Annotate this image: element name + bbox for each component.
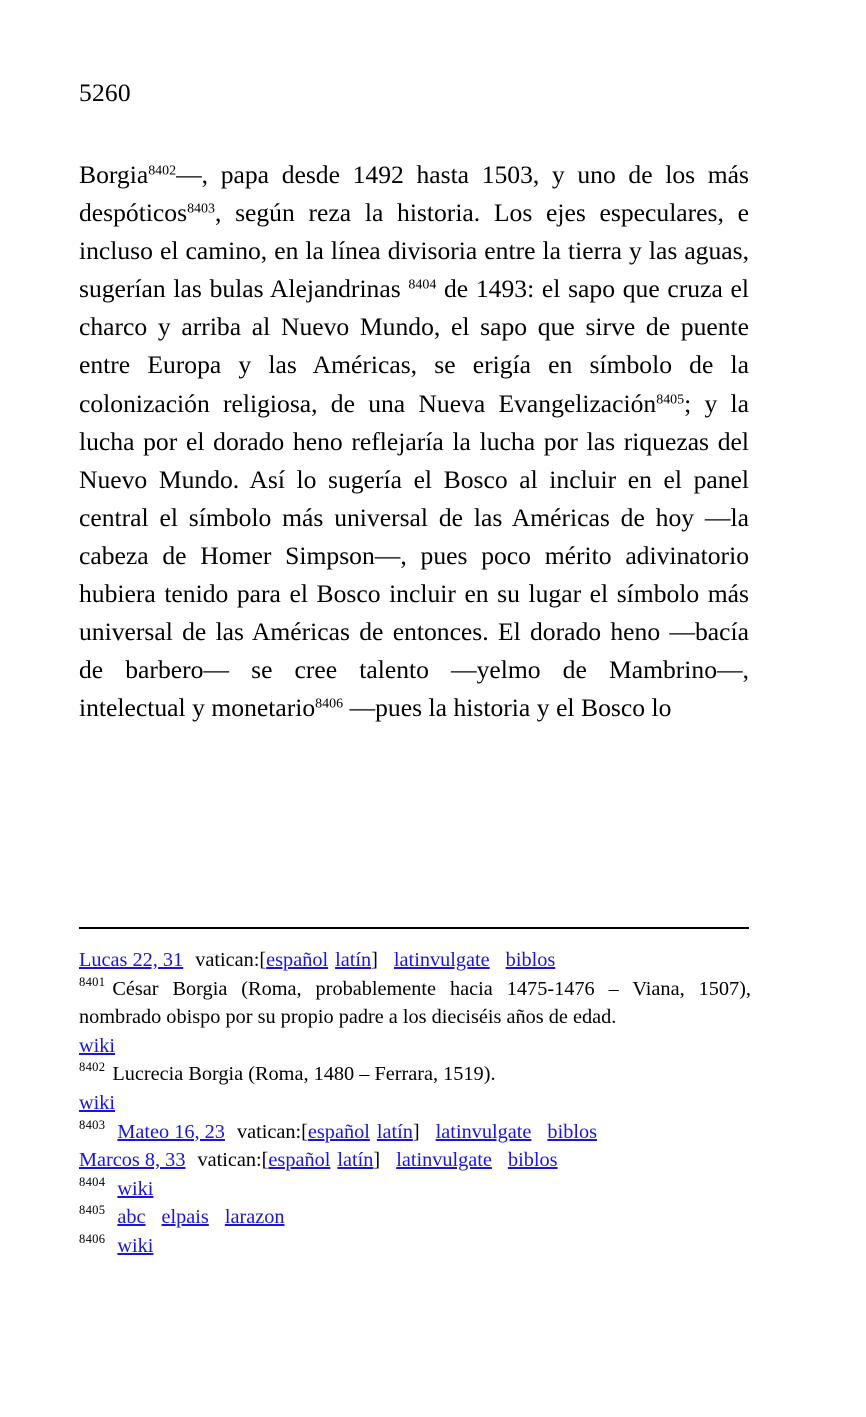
footnote-8402-text: Lucrecia Borgia (Roma, 1480 – Ferrara, 1519). (112, 1063, 496, 1086)
body-text-run-6: de 1493: el sapo que cruza el charco y arriba al Nuevo Mundo, el sapo que sirve de puente entre Europa y las Américas, se erigía en símbolo de la colonización religiosa, de una Nueva Evangelización (79, 274, 749, 418)
footnote-link-mateo-espanol[interactable]: español (307, 1120, 370, 1143)
vatican-suffix-label: ] (371, 949, 378, 971)
footnote-link-wiki-8404[interactable]: wiki (117, 1177, 154, 1200)
footnote-link-marcos-latin[interactable]: latín (337, 1149, 374, 1172)
footnote-8403-line2 (79, 1146, 751, 1175)
page-number: 5260 (79, 78, 131, 107)
vatican-suffix-label: ] (373, 1149, 381, 1172)
body-text-run-4: , según reza la historia. Los ejes especulares, e incluso el camino, en la línea divisoria entre la tierra y las aguas, sugerían las bulas Alejandrinas (79, 198, 749, 304)
footnote-marker-8402[interactable]: 8402 (148, 163, 177, 179)
footnote-8403-line1 (79, 1118, 751, 1147)
footnote-number-8405: 8405 (79, 1203, 106, 1218)
footnote-marker-8404[interactable]: 8404 (408, 277, 437, 293)
footnote-carryover (79, 946, 751, 975)
body-text-column (79, 156, 749, 727)
footnote-number-8402: 8402 (79, 1060, 106, 1075)
footnote-link-mateo-latin[interactable]: latín (376, 1120, 413, 1143)
footnote-8402 (79, 1060, 751, 1089)
footnote-link-mateo-latinvulgate[interactable]: latinvulgate (435, 1120, 532, 1143)
footnote-link-marcos-latinvulgate[interactable]: latinvulgate (396, 1149, 492, 1172)
footnote-link-wiki-8401[interactable]: wiki (79, 1034, 116, 1057)
footnote-marker-8406[interactable]: 8406 (315, 696, 344, 712)
footnote-link-abc[interactable]: abc (117, 1206, 146, 1229)
footnote-8401-text: César Borgia (Roma, probablemente hacia 1475-1476 – Viana, 1507), nombrado obispo por su propio padre a los dieciséis años de edad. (79, 977, 751, 1029)
footnote-link-marcos-espanol[interactable]: español (268, 1149, 331, 1172)
footnote-link-vatican-espanol[interactable]: español (266, 949, 329, 971)
body-text-run-0: Borgia (79, 160, 149, 189)
footnote-link-lucas-reference[interactable]: Lucas 22, 31 (79, 949, 184, 971)
footnote-8406 (79, 1232, 751, 1261)
footnote-link-vatican-latin[interactable]: latín (335, 949, 372, 971)
footnote-8402-links (79, 1089, 751, 1118)
body-paragraph (79, 156, 749, 727)
footnote-link-wiki-8402[interactable]: wiki (79, 1091, 116, 1114)
footnote-number-8403: 8403 (79, 1117, 106, 1132)
footnote-marker-8405[interactable]: 8405 (656, 391, 685, 407)
footnote-marker-8403[interactable]: 8403 (187, 201, 215, 217)
footnote-8404 (79, 1175, 751, 1204)
vatican-prefix-label: vatican:[ (195, 949, 267, 971)
footnote-number-8401: 8401 (79, 974, 106, 989)
footnote-link-larazon[interactable]: larazon (224, 1206, 285, 1229)
footnote-8401-links (79, 1032, 751, 1061)
footnote-separator-rule (79, 927, 749, 929)
footnote-link-latinvulgate[interactable]: latinvulgate (393, 949, 490, 971)
footnote-number-8404: 8404 (79, 1174, 106, 1189)
footnote-link-wiki-8406[interactable]: wiki (117, 1234, 154, 1257)
body-text-run-2: —, papa desde 1492 hasta 1503, y uno de los más despóticos (79, 160, 749, 228)
footnote-column (79, 946, 751, 1261)
body-text-run-10: —pues la historia y el Bosco lo (343, 693, 672, 723)
footnote-link-mateo-biblos[interactable]: biblos (547, 1120, 598, 1143)
footnote-link-mateo-reference[interactable]: Mateo 16, 23 (117, 1120, 225, 1143)
vatican-prefix-label: vatican:[ (236, 1120, 308, 1143)
footnote-8401 (79, 975, 751, 1032)
footnote-link-elpais[interactable]: elpais (161, 1206, 209, 1229)
footnote-link-biblos[interactable]: biblos (505, 949, 556, 971)
footnote-link-marcos-reference[interactable]: Marcos 8, 33 (79, 1149, 186, 1172)
vatican-suffix-label: ] (412, 1120, 420, 1143)
footnote-number-8406: 8406 (79, 1231, 106, 1246)
vatican-prefix-label: vatican:[ (197, 1149, 269, 1172)
footnote-link-marcos-biblos[interactable]: biblos (507, 1149, 558, 1172)
footnote-8405 (79, 1203, 751, 1232)
body-text-run-8: ; y la lucha por el dorado heno reflejaría la lucha por las riquezas del Nuevo Mundo. Así lo sugería el Bosco al incluir en el panel central el símbolo más universal de las Américas de hoy —la cabeza de Homer Simpson—, pues poco mérito adivinatorio hubiera tenido para el Bosco incluir en su lugar el símbolo más universal de las Américas de entonces. El dorado heno —bacía de barbero— se cree talento —yelmo de Mambrino—, intelectual y monetario (79, 388, 750, 723)
